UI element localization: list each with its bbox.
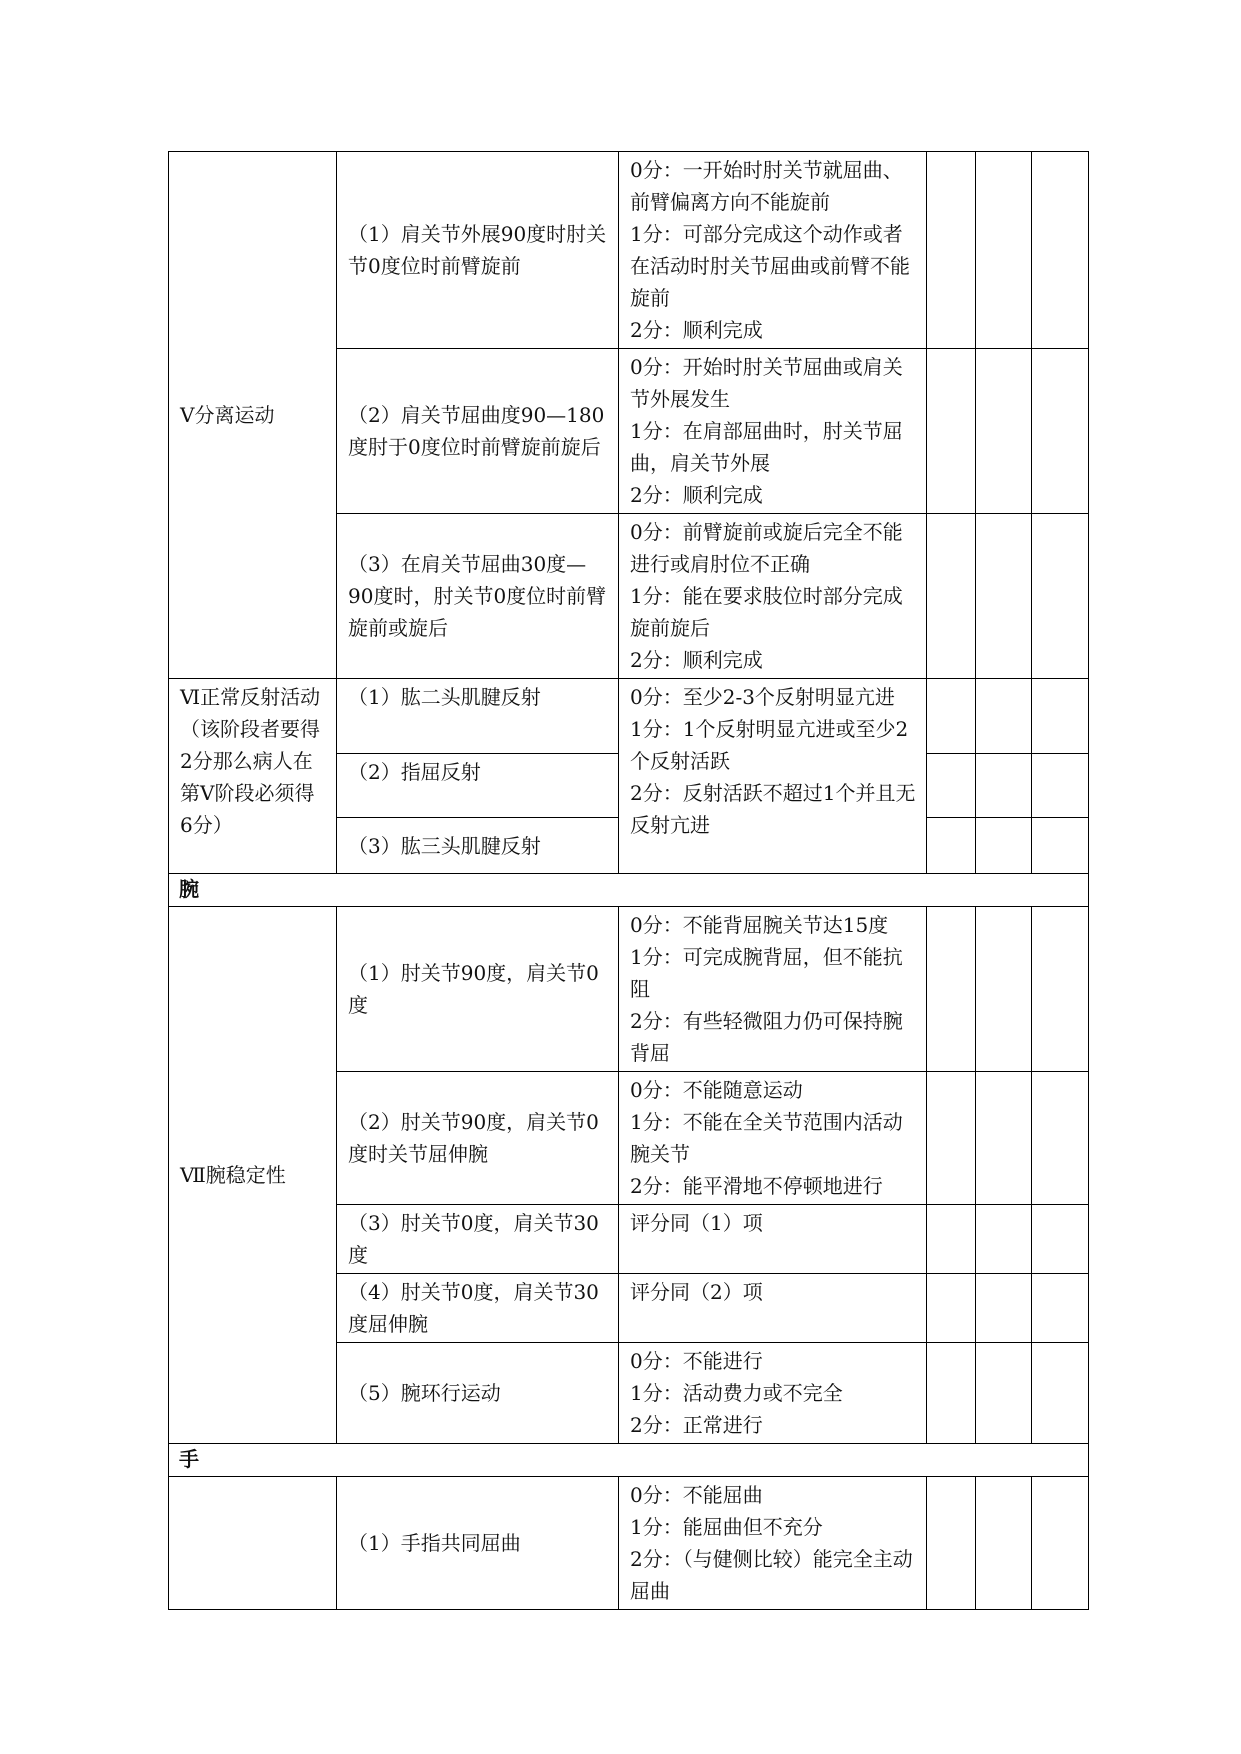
category-cell (169, 1477, 337, 1610)
section-heading: 手 (169, 1444, 1089, 1477)
item-cell: （3）在肩关节屈曲30度—90度时，肘关节0度位时前臂旋前或旋后 (337, 514, 619, 679)
criterion-line: 0分：不能随意运动 (630, 1078, 803, 1102)
criterion-line: 2分：顺利完成 (630, 483, 763, 507)
item-cell: （5）腕环行运动 (337, 1343, 619, 1444)
score-cell[interactable] (976, 754, 1032, 818)
criterion-line: 2分：（与健侧比较）能完全主动屈曲 (630, 1547, 913, 1603)
score-cell[interactable] (976, 152, 1032, 349)
criteria-cell (619, 152, 927, 349)
item-cell: （1）手指共同屈曲 (337, 1477, 619, 1610)
score-cell[interactable] (927, 1343, 976, 1444)
score-cell[interactable] (927, 152, 976, 349)
section-row (169, 1444, 1089, 1477)
criterion-line: 1分：1个反射明显亢进或至少2个反射活跃 (630, 717, 909, 773)
criteria-cell (619, 514, 927, 679)
criteria-cell (619, 349, 927, 514)
criterion-line: 0分：不能背屈腕关节达15度 (630, 913, 889, 937)
criterion-line: 0分：一开始时肘关节就屈曲、前臂偏离方向不能旋前 (630, 158, 903, 214)
score-cell[interactable] (927, 1205, 976, 1274)
score-cell[interactable] (1032, 1477, 1089, 1610)
score-cell[interactable] (1032, 1072, 1089, 1205)
criterion-line: 2分：正常进行 (630, 1413, 763, 1437)
assessment-table (168, 151, 1089, 1610)
score-cell[interactable] (976, 1343, 1032, 1444)
section-heading: 腕 (169, 874, 1089, 907)
criterion-line: 1分：不能在全关节范围内活动腕关节 (630, 1110, 903, 1166)
score-cell[interactable] (1032, 907, 1089, 1072)
criterion-line: 0分：开始时肘关节屈曲或肩关节外展发生 (630, 355, 903, 411)
criteria-cell (619, 1072, 927, 1205)
score-cell[interactable] (1032, 679, 1089, 754)
criterion-line: 2分：反射活跃不超过1个并且无反射亢进 (630, 781, 916, 837)
criterion-line: 2分：顺利完成 (630, 648, 763, 672)
score-cell[interactable] (976, 1477, 1032, 1610)
criterion-line: 1分：在肩部屈曲时，肘关节屈曲，肩关节外展 (630, 419, 903, 475)
criterion-line: 1分：活动费力或不完全 (630, 1381, 843, 1405)
item-cell: （4）肘关节0度，肩关节30度屈伸腕 (337, 1274, 619, 1343)
category-cell: Ⅵ正常反射活动（该阶段者要得2分那么病人在第Ⅴ阶段必须得6分） (169, 679, 337, 874)
criterion-line: 1分：可完成腕背屈，但不能抗阻 (630, 945, 903, 1001)
score-cell[interactable] (976, 349, 1032, 514)
criterion-line: 1分：可部分完成这个动作或者在活动时肘关节屈曲或前臂不能旋前 (630, 222, 910, 310)
score-cell[interactable] (927, 1274, 976, 1343)
score-cell[interactable] (1032, 152, 1089, 349)
score-cell[interactable] (976, 1274, 1032, 1343)
criteria-cell (619, 679, 927, 874)
section-row (169, 874, 1089, 907)
item-cell: （2）指屈反射 (337, 754, 619, 818)
criteria-cell (619, 1205, 927, 1274)
criterion-line: 2分：顺利完成 (630, 318, 763, 342)
criterion-line: 2分：有些轻微阻力仍可保持腕背屈 (630, 1009, 903, 1065)
score-cell[interactable] (976, 818, 1032, 874)
criterion-line: 1分：能屈曲但不充分 (630, 1515, 823, 1539)
criteria-cell (619, 1343, 927, 1444)
table-row (169, 152, 1089, 349)
score-cell[interactable] (927, 514, 976, 679)
criterion-line: 0分：前臂旋前或旋后完全不能进行或肩肘位不正确 (630, 520, 903, 576)
score-cell[interactable] (927, 907, 976, 1072)
item-cell: （1）肘关节90度，肩关节0度 (337, 907, 619, 1072)
item-cell: （2）肩关节屈曲度90—180度肘于0度位时前臂旋前旋后 (337, 349, 619, 514)
criteria-cell (619, 1477, 927, 1610)
score-cell[interactable] (976, 1205, 1032, 1274)
score-cell[interactable] (1032, 514, 1089, 679)
item-cell: （1）肱二头肌腱反射 (337, 679, 619, 754)
category-cell: Ⅶ腕稳定性 (169, 907, 337, 1444)
criterion-line: 评分同（1）项 (630, 1211, 763, 1235)
score-cell[interactable] (976, 514, 1032, 679)
category-cell: Ⅴ分离运动 (169, 152, 337, 679)
criterion-line: 2分：能平滑地不停顿地进行 (630, 1174, 883, 1198)
criterion-line: 0分：至少2-3个反射明显亢进 (630, 685, 895, 709)
criterion-line: 1分：能在要求肢位时部分完成旋前旋后 (630, 584, 903, 640)
score-cell[interactable] (927, 679, 976, 754)
score-cell[interactable] (976, 907, 1032, 1072)
score-cell[interactable] (1032, 1205, 1089, 1274)
table-row (169, 1477, 1089, 1610)
score-cell[interactable] (927, 1072, 976, 1205)
score-cell[interactable] (1032, 1274, 1089, 1343)
score-cell[interactable] (976, 679, 1032, 754)
score-cell[interactable] (927, 818, 976, 874)
criteria-cell (619, 1274, 927, 1343)
criterion-line: 评分同（2）项 (630, 1280, 763, 1304)
criterion-line: 0分：不能进行 (630, 1349, 763, 1373)
score-cell[interactable] (1032, 818, 1089, 874)
score-cell[interactable] (1032, 754, 1089, 818)
item-cell: （2）肘关节90度，肩关节0度时关节屈伸腕 (337, 1072, 619, 1205)
criterion-line: 0分：不能屈曲 (630, 1483, 763, 1507)
score-cell[interactable] (927, 349, 976, 514)
score-cell[interactable] (927, 1477, 976, 1610)
table-row (169, 679, 1089, 754)
criteria-cell (619, 907, 927, 1072)
table-row (169, 907, 1089, 1072)
item-cell: （3）肘关节0度，肩关节30度 (337, 1205, 619, 1274)
item-cell: （3）肱三头肌腱反射 (337, 818, 619, 874)
item-cell: （1）肩关节外展90度时肘关节0度位时前臂旋前 (337, 152, 619, 349)
score-cell[interactable] (1032, 1343, 1089, 1444)
score-cell[interactable] (1032, 349, 1089, 514)
score-cell[interactable] (927, 754, 976, 818)
score-cell[interactable] (976, 1072, 1032, 1205)
